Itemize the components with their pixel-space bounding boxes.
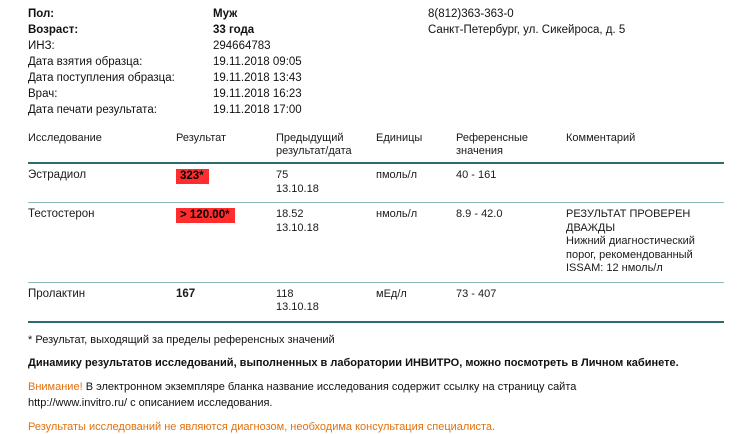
footnote-url[interactable]: http://www.invitro.ru/ с описанием исследования. [28,396,728,411]
comment-line: РЕЗУЛЬТАТ ПРОВЕРЕН [566,208,718,222]
previous-value: 18.52 [276,208,370,222]
result-value-flagged: 323* [176,169,209,184]
footnote-dynamics: Динамику результатов исследований, выполненных в лаборатории ИНВИТРО, можно посмотреть в Личном кабинете. [28,356,688,371]
previous-result [276,208,376,276]
info-value-age: 33 года [213,22,428,38]
previous-date: 13.10.18 [276,183,370,197]
comment-line: порог, рекомендованный [566,249,718,263]
column-header-units: Единицы [376,132,456,158]
info-label-print-date: Дата печати результата: [28,102,213,118]
previous-value: 118 [276,288,370,302]
info-right-empty-5 [428,102,740,118]
comment-line: ISSAM: 12 нмоль/л [566,262,718,276]
previous-value: 75 [276,169,370,183]
test-comment [566,169,724,196]
table-bottom-rule [28,321,724,323]
test-result [176,288,276,315]
test-reference: 73 - 407 [456,288,566,315]
footnote-out-of-range: * Результат, выходящий за пределы референсных значений [28,333,728,348]
info-value-sample-date: 19.11.2018 09:05 [213,54,428,70]
column-header-previous: Предыдущий результат/дата [276,132,376,158]
patient-info-block [28,6,740,118]
test-result [176,169,276,196]
test-name: Пролактин [28,288,176,315]
info-label-arrival-date: Дата поступления образца: [28,70,213,86]
column-header-reference: Референсные значения [456,132,566,158]
test-units: пмоль/л [376,169,456,196]
attention-label: Внимание! [28,381,83,393]
info-label-sample-date: Дата взятия образца: [28,54,213,70]
info-right-empty-2 [428,54,740,70]
attention-text: В электронном экземпляре бланка название исследования содержит ссылку на страницу сайта [83,381,577,393]
table-row [28,164,724,202]
test-name: Эстрадиол [28,169,176,196]
info-value-sex: Муж [213,6,428,22]
test-units: нмоль/л [376,208,456,276]
table-header-row [28,132,724,162]
previous-result [276,288,376,315]
comment-line: Нижний диагностический [566,235,718,249]
test-name: Тестостерон [28,208,176,276]
test-result [176,208,276,276]
clinic-address: Санкт-Петербург, ул. Сикейроса, д. 5 [428,22,740,38]
previous-date: 13.10.18 [276,222,370,236]
footnote-attention [28,380,728,395]
info-value-inz: 294664783 [213,38,428,54]
footnotes-block [28,333,728,434]
table-row [28,283,724,321]
previous-date: 13.10.18 [276,301,370,315]
test-units: мЕд/л [376,288,456,315]
info-label-inz: ИНЗ: [28,38,213,54]
info-value-doctor: 19.11.2018 16:23 [213,86,428,102]
info-value-arrival-date: 19.11.2018 13:43 [213,70,428,86]
test-comment [566,288,724,315]
info-right-empty-3 [428,70,740,86]
table-row [28,203,724,282]
info-right-empty-4 [428,86,740,102]
test-comment [566,208,724,276]
test-reference: 8.9 - 42.0 [456,208,566,276]
comment-line: ДВАЖДЫ [566,222,718,236]
footnote-not-a-diagnosis: Результаты исследований не являются диагнозом, необходима консультация специалиста. [28,420,728,434]
test-reference: 40 - 161 [456,169,566,196]
column-header-result: Результат [176,132,276,158]
result-value: 167 [176,288,195,300]
info-right-empty-1 [428,38,740,54]
results-table [28,132,724,323]
previous-result [276,169,376,196]
info-label-doctor: Врач: [28,86,213,102]
info-label-sex: Пол: [28,6,213,22]
info-label-age: Возраст: [28,22,213,38]
result-value-flagged: > 120.00* [176,208,235,223]
column-header-test: Исследование [28,132,176,158]
column-header-comment: Комментарий [566,132,724,158]
clinic-phone: 8(812)363-363-0 [428,6,740,22]
info-value-print-date: 19.11.2018 17:00 [213,102,428,118]
